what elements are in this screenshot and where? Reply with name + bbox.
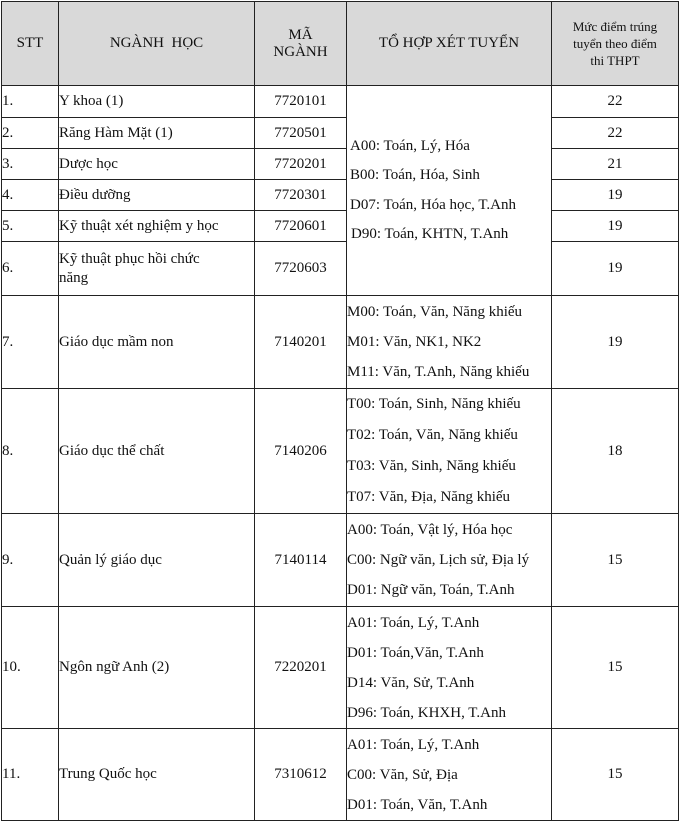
table-row bbox=[2, 607, 679, 729]
to-hop-line: A01: Toán, Lý, T.Anh bbox=[347, 614, 480, 631]
row-diem: 19 bbox=[552, 180, 679, 211]
table-row bbox=[2, 729, 679, 821]
row-diem: 15 bbox=[552, 729, 679, 821]
table-row bbox=[2, 389, 679, 514]
header-row bbox=[2, 2, 679, 86]
row-nganh: Quản lý giáo dục bbox=[59, 514, 255, 607]
row-stt: 5. bbox=[2, 211, 59, 242]
row-to-hop bbox=[347, 607, 552, 729]
to-hop-line: D90: Toán, KHTN, T.Anh bbox=[351, 226, 509, 242]
to-hop-line: D01: Toán, Văn, T.Anh bbox=[347, 796, 488, 813]
header-muc-diem-line1: Mức điểm trúng bbox=[572, 19, 658, 34]
table-row bbox=[2, 149, 679, 180]
row-ma-nganh: 7220201 bbox=[255, 607, 347, 729]
to-hop-line: D01: Ngữ văn, Toán, T.Anh bbox=[347, 582, 515, 598]
row-stt: 4. bbox=[2, 180, 59, 211]
row-ma-nganh: 7720501 bbox=[255, 118, 347, 149]
to-hop-line: D96: Toán, KHXH, T.Anh bbox=[347, 704, 506, 721]
to-hop-line: A01: Toán, Lý, T.Anh bbox=[347, 736, 480, 753]
to-hop-line: D07: Toán, Hóa học, T.Anh bbox=[350, 196, 517, 213]
to-hop-line: D01: Toán,Văn, T.Anh bbox=[347, 644, 484, 661]
row-nganh: Y khoa (1) bbox=[59, 86, 255, 118]
row-diem: 21 bbox=[552, 149, 679, 180]
row-to-hop bbox=[347, 514, 552, 607]
row-ma-nganh: 7720201 bbox=[255, 149, 347, 180]
row-nganh-line2: năng bbox=[59, 269, 89, 286]
to-hop-line: T00: Toán, Sinh, Năng khiếu bbox=[347, 396, 521, 412]
row-stt: 8. bbox=[2, 389, 59, 514]
row-stt: 1. bbox=[2, 86, 59, 118]
header-muc-diem bbox=[552, 2, 679, 86]
table-row bbox=[2, 180, 679, 211]
row-stt: 10. bbox=[2, 607, 59, 729]
table-row bbox=[2, 211, 679, 242]
row-nganh: Ngôn ngữ Anh (2) bbox=[59, 607, 255, 729]
to-hop-line: C00: Ngữ văn, Lịch sử, Địa lý bbox=[347, 552, 530, 568]
row-stt: 3. bbox=[2, 149, 59, 180]
to-hop-line: M11: Văn, T.Anh, Năng khiếu bbox=[347, 364, 530, 380]
to-hop-line: C00: Văn, Sử, Địa bbox=[347, 766, 458, 783]
row-ma-nganh: 7720601 bbox=[255, 211, 347, 242]
row-diem: 22 bbox=[552, 118, 679, 149]
row-to-hop-shared bbox=[347, 86, 552, 296]
row-diem: 19 bbox=[552, 242, 679, 296]
table-row bbox=[2, 296, 679, 389]
row-nganh: Giáo dục thể chất bbox=[59, 389, 255, 514]
table-row bbox=[2, 514, 679, 607]
row-ma-nganh: 7310612 bbox=[255, 729, 347, 821]
row-ma-nganh: 7720301 bbox=[255, 180, 347, 211]
row-ma-nganh: 7720603 bbox=[255, 242, 347, 296]
to-hop-line: T02: Toán, Văn, Năng khiếu bbox=[347, 427, 518, 443]
row-ma-nganh: 7140201 bbox=[255, 296, 347, 389]
row-ma-nganh: 7140114 bbox=[255, 514, 347, 607]
admission-score-table bbox=[1, 1, 679, 821]
row-nganh: Giáo dục mầm non bbox=[59, 296, 255, 389]
row-nganh-line1: Kỹ thuật phục hồi chức bbox=[59, 250, 200, 267]
header-muc-diem-line2: tuyển theo điểm bbox=[573, 36, 657, 51]
row-stt: 2. bbox=[2, 118, 59, 149]
to-hop-line: A00: Toán, Vật lý, Hóa học bbox=[347, 522, 513, 538]
row-diem: 15 bbox=[552, 607, 679, 729]
to-hop-line: M01: Văn, NK1, NK2 bbox=[347, 334, 482, 350]
header-ma-nganh-line2: NGÀNH bbox=[273, 43, 328, 60]
to-hop-line: B00: Toán, Hóa, Sinh bbox=[350, 167, 480, 183]
header-muc-diem-line3: thi THPT bbox=[590, 53, 640, 68]
table-row bbox=[2, 242, 679, 296]
row-stt: 7. bbox=[2, 296, 59, 389]
row-diem: 19 bbox=[552, 211, 679, 242]
table-row bbox=[2, 118, 679, 149]
row-stt: 9. bbox=[2, 514, 59, 607]
header-ma-nganh-line1: MÃ bbox=[288, 26, 313, 43]
to-hop-line: D14: Văn, Sử, T.Anh bbox=[347, 674, 475, 691]
row-diem: 19 bbox=[552, 296, 679, 389]
row-diem: 22 bbox=[552, 86, 679, 118]
row-nganh: Trung Quốc học bbox=[59, 729, 255, 821]
to-hop-line: T07: Văn, Địa, Năng khiếu bbox=[347, 489, 511, 505]
row-to-hop bbox=[347, 296, 552, 389]
header-ma-nganh bbox=[255, 2, 347, 86]
header-stt: STT bbox=[2, 2, 59, 86]
row-stt: 6. bbox=[2, 242, 59, 296]
row-stt: 11. bbox=[2, 729, 59, 821]
row-nganh: Điều dưỡng bbox=[59, 180, 255, 211]
row-nganh: Kỹ thuật xét nghiệm y học bbox=[59, 211, 255, 242]
row-to-hop bbox=[347, 389, 552, 514]
row-ma-nganh: 7140206 bbox=[255, 389, 347, 514]
row-nganh: Dược học bbox=[59, 149, 255, 180]
row-diem: 15 bbox=[552, 514, 679, 607]
table-row bbox=[2, 86, 679, 118]
row-to-hop bbox=[347, 729, 552, 821]
row-nganh bbox=[59, 242, 255, 296]
row-nganh: Răng Hàm Mặt (1) bbox=[59, 118, 255, 149]
row-ma-nganh: 7720101 bbox=[255, 86, 347, 118]
to-hop-line: A00: Toán, Lý, Hóa bbox=[350, 137, 470, 154]
header-to-hop: TỔ HỢP XÉT TUYỂN bbox=[347, 2, 552, 86]
header-nganh-hoc: NGÀNH HỌC bbox=[59, 2, 255, 86]
to-hop-line: T03: Văn, Sinh, Năng khiếu bbox=[347, 458, 516, 474]
to-hop-line: M00: Toán, Văn, Năng khiếu bbox=[347, 304, 523, 320]
row-diem: 18 bbox=[552, 389, 679, 514]
